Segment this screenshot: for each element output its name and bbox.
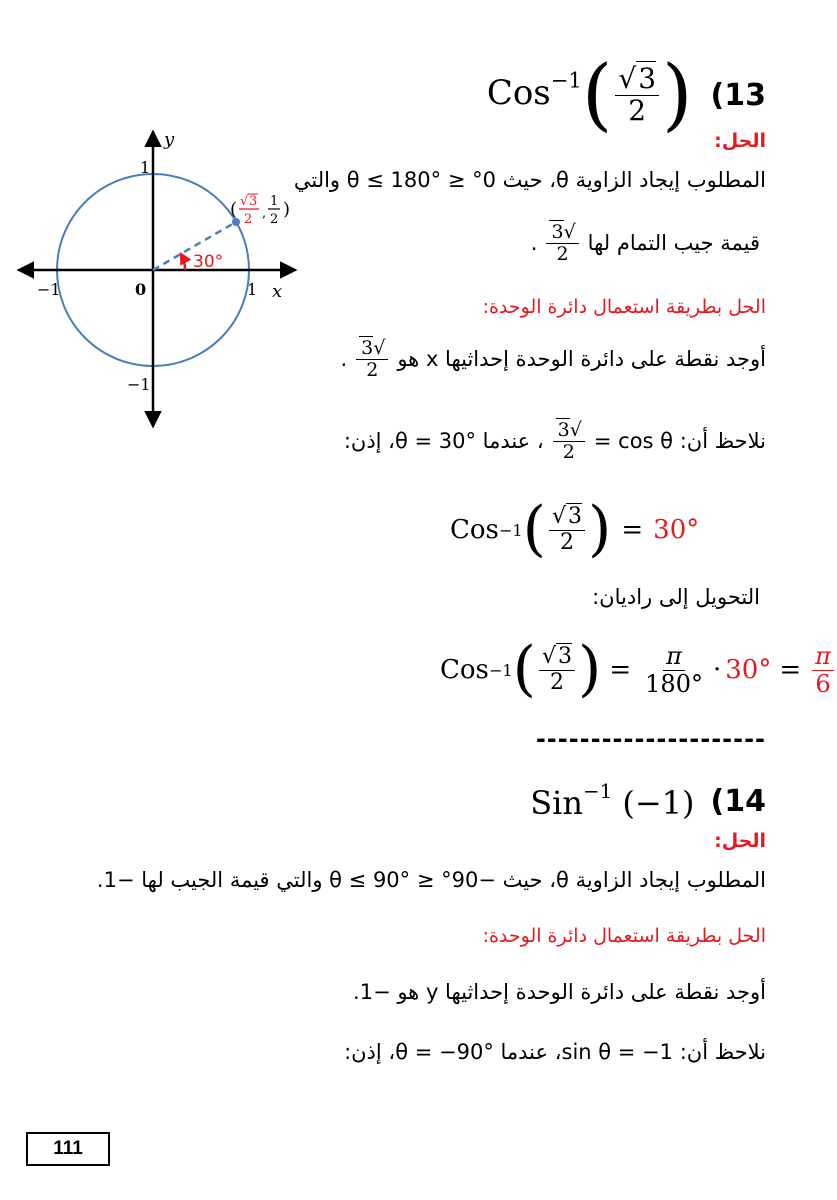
point-x-sqrt-arg: 3 bbox=[249, 194, 258, 209]
page-number: 111 bbox=[26, 1132, 110, 1166]
point-y-denominator: 2 bbox=[270, 212, 279, 227]
sqrt3-over-2: $\frac{√3}{2}$ bbox=[356, 338, 388, 381]
find-point-line: أوجد نقطة على دائرة الوحدة إحداثيها x هو $\frac{√3}{2}$ . bbox=[340, 337, 766, 381]
y-axis-label: y bbox=[164, 129, 175, 150]
result-degrees: 30° bbox=[653, 515, 700, 545]
observation-line bbox=[344, 420, 766, 463]
function-name: Cos bbox=[486, 73, 551, 114]
problem-number: (13 bbox=[710, 77, 766, 113]
svg-text:,: , bbox=[262, 206, 267, 221]
fraction-denominator: 2 bbox=[628, 93, 647, 127]
angle-arc bbox=[181, 254, 185, 270]
find-text: أوجد نقطة على دائرة الوحدة إحداثيها x هو bbox=[397, 347, 766, 372]
observation-text-2: ، عندما θ = 30°، إذن: bbox=[343, 429, 544, 454]
sqrt-argument: 3 bbox=[638, 61, 657, 95]
unit-circle-method-title: الحل بطريقة استعمال دائرة الوحدة: bbox=[482, 925, 766, 947]
x-axis-label: x bbox=[272, 281, 283, 302]
tick-label-y-1: 1 bbox=[140, 158, 151, 177]
sqrt3-over-2: $\frac{√3}{2}$ bbox=[546, 222, 578, 265]
observation-line: نلاحظ أن: sin θ = −1، عندما θ = −90°، إذن: bbox=[344, 1040, 766, 1064]
point-x-denominator: 2 bbox=[244, 212, 253, 227]
tick-label-x-neg1: −1 bbox=[37, 280, 61, 299]
problem-number: (14 bbox=[710, 783, 766, 819]
deg-30: 30° bbox=[725, 655, 772, 685]
angle-label: 30° bbox=[193, 252, 224, 272]
period: . bbox=[530, 231, 538, 256]
origin-label: 0 bbox=[135, 280, 147, 299]
svg-text:(: ( bbox=[230, 199, 238, 220]
unit-circle-figure bbox=[10, 125, 320, 435]
tick-label-y-neg1: −1 bbox=[127, 375, 151, 394]
inverse-exponent: −1 bbox=[550, 67, 582, 93]
solution-label: الحل: bbox=[714, 130, 766, 152]
problem-13-statement-line2 bbox=[531, 222, 760, 265]
find-point-line: أوجد نقطة على دائرة الوحدة إحداثيها y هو −1. bbox=[353, 980, 766, 1004]
sin-inverse-expression: Sin$^{-1}$ (−1) bbox=[530, 780, 695, 822]
problem-13-heading bbox=[486, 48, 766, 140]
result-equation-radians: Cos −1 ( $\frac{√3}{2}$ ) = $\frac{\pi}{180^\circ}$ · 30° = $\frac{\pi}{6}$ bbox=[440, 625, 837, 715]
svg-text:): ) bbox=[283, 199, 291, 220]
tick-label-x-1: 1 bbox=[247, 280, 258, 299]
problem-13-statement: المطلوب إيجاد الزاوية θ، حيث 0° ≤ θ ≤ 180° والتي bbox=[293, 168, 766, 192]
point-y-numerator: 1 bbox=[270, 194, 279, 209]
pi: π bbox=[663, 643, 685, 670]
svg-text:√: √ bbox=[240, 194, 249, 209]
unit-circle-method-title: الحل بطريقة استعمال دائرة الوحدة: bbox=[482, 296, 766, 318]
deg-180: 180° bbox=[645, 669, 703, 698]
sqrt3-over-2: $\frac{√3}{2}$ bbox=[553, 420, 585, 463]
result-radians-denominator: 6 bbox=[815, 669, 831, 698]
statement-text: قيمة جيب التمام لها bbox=[587, 231, 760, 256]
problem-14-statement: المطلوب إيجاد الزاوية θ، حيث −90° ≤ θ ≤ 90° والتي قيمة الجيب لها −1. bbox=[96, 868, 766, 892]
cos-inverse-expression: Cos$^{-1}$( $\frac{√3}{2}$ ) bbox=[486, 48, 693, 140]
problem-14-heading bbox=[530, 776, 766, 826]
result-equation-degrees: Cos −1 ( $\frac{√3}{2}$ ) = 30° bbox=[450, 494, 700, 565]
observation-text: نلاحظ أن: cos θ = bbox=[593, 429, 766, 454]
convert-label: التحويل إلى راديان: bbox=[592, 585, 760, 609]
separator: --------------------- bbox=[535, 725, 766, 753]
solution-label: الحل: bbox=[714, 830, 766, 852]
